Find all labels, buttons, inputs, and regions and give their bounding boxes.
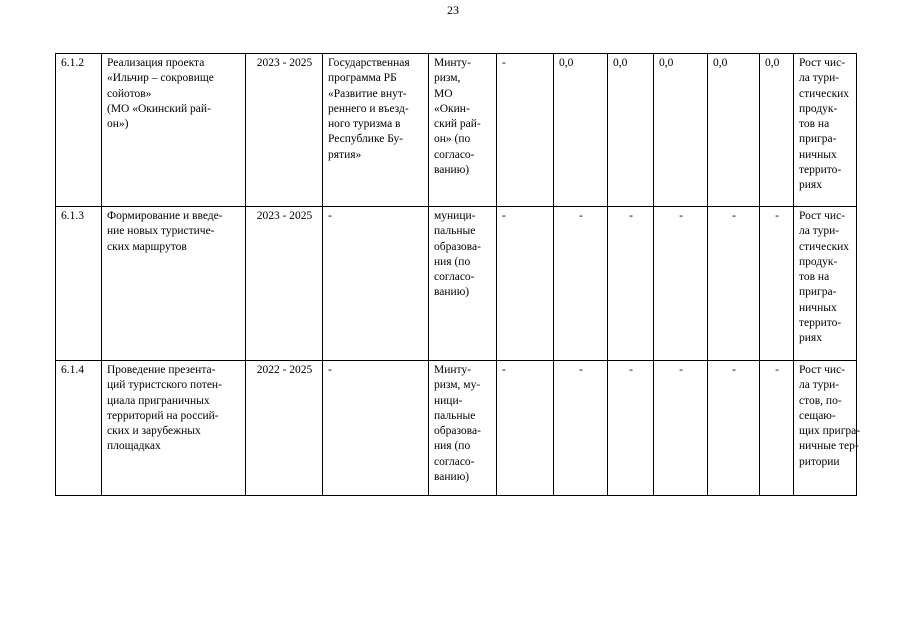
result-line: ничных <box>799 148 837 161</box>
executor-line: согласо- <box>434 455 475 468</box>
cell-program <box>323 207 429 361</box>
measure-years: 2022 - 2025 <box>256 364 313 376</box>
cell-result <box>794 361 861 496</box>
cell-value <box>654 207 708 361</box>
cell-value <box>760 207 794 361</box>
funding-value: - <box>629 210 633 222</box>
cell-value <box>608 207 654 361</box>
cell-number <box>56 54 102 207</box>
funding-value: - <box>679 364 683 376</box>
result-line: Рост чис- <box>799 210 846 222</box>
program-line: Государственная <box>328 57 410 69</box>
cell-name <box>102 361 246 496</box>
cell-value <box>760 54 794 207</box>
cell-years <box>246 361 323 496</box>
result-line: террито- <box>799 317 842 330</box>
cell-value <box>497 54 554 207</box>
cell-number <box>56 361 102 496</box>
funding-value: - <box>579 364 583 376</box>
funding-value: - <box>732 210 736 222</box>
result-line: ритории <box>799 455 840 468</box>
result-line: ла тури- <box>799 379 840 392</box>
result-line: пригра- <box>799 286 837 299</box>
executor-line: Минту- <box>434 57 471 69</box>
cell-value <box>554 207 608 361</box>
result-line: стических <box>799 240 850 253</box>
result-line: террито- <box>799 164 842 177</box>
program-line: реннего и въезд- <box>328 102 409 115</box>
program-line: рятия» <box>328 148 362 161</box>
funding-value: - <box>775 364 779 376</box>
cell-number <box>56 207 102 361</box>
executor-line: он» (по <box>434 133 471 146</box>
cell-executor <box>429 207 497 361</box>
executor-line: пальные <box>434 225 476 238</box>
measure-name-line: Формирование и введе- <box>107 210 223 222</box>
cell-years <box>246 207 323 361</box>
table-row <box>56 207 857 361</box>
executor-line: ния (по <box>434 440 471 453</box>
cell-name <box>102 207 246 361</box>
table-row <box>56 361 857 496</box>
executor-line: ници- <box>434 394 463 407</box>
measure-name-line: ских маршрутов <box>107 240 187 253</box>
funding-value: - <box>502 364 506 376</box>
measure-name-line: территорий на россий- <box>107 409 219 422</box>
measure-years: 2023 - 2025 <box>256 57 313 69</box>
program-line: программа РБ <box>328 72 397 85</box>
measure-name-line: «Ильчир – сокровище <box>107 72 214 85</box>
executor-line: образова- <box>434 240 481 253</box>
funding-value: 0,0 <box>713 57 728 69</box>
executor-line: пальные <box>434 409 476 422</box>
funding-value: 0,0 <box>765 57 780 69</box>
executor-line: ванию) <box>434 164 470 177</box>
cell-value <box>654 54 708 207</box>
cell-value <box>608 361 654 496</box>
executor-line: муници- <box>434 210 476 222</box>
executor-line: ванию) <box>434 286 470 299</box>
cell-program <box>323 361 429 496</box>
cell-value <box>497 207 554 361</box>
result-line: пригра- <box>799 133 837 146</box>
cell-years <box>246 54 323 207</box>
measure-name-line: Реализация проекта <box>107 57 205 69</box>
executor-line: Минту- <box>434 364 471 376</box>
funding-value: - <box>579 210 583 222</box>
result-line: Рост чис- <box>799 57 846 69</box>
executor-line: ния (по <box>434 255 471 268</box>
result-line: Рост чис- <box>799 364 846 376</box>
result-line: продук- <box>799 255 838 268</box>
result-line: тов на <box>799 271 830 284</box>
measure-name-line: ций туристского потен- <box>107 379 222 392</box>
measure-name-line: циала приграничных <box>107 394 210 407</box>
cell-value <box>760 361 794 496</box>
result-line: щих пригра- <box>799 425 861 438</box>
measure-years: 2023 - 2025 <box>256 210 313 222</box>
measure-name-line: площадках <box>107 440 161 453</box>
result-line: стов, по- <box>799 394 842 407</box>
cell-name <box>102 54 246 207</box>
funding-value: 0,0 <box>613 57 628 69</box>
program-line: «Развитие внут- <box>328 87 407 100</box>
result-line: сещаю- <box>799 409 836 422</box>
program-line: ного туризма в <box>328 118 401 131</box>
result-line: ничных <box>799 301 837 314</box>
funding-value: - <box>629 364 633 376</box>
executor-line: ский рай- <box>434 118 481 131</box>
measure-name-line: Проведение презента- <box>107 364 216 376</box>
funding-value: - <box>502 57 506 69</box>
measure-name-line: (МО «Окинский рай- <box>107 102 211 115</box>
result-line: ла тури- <box>799 225 840 238</box>
funding-value: - <box>502 210 506 222</box>
program-line: - <box>328 210 332 222</box>
result-line: ничные тер- <box>799 440 859 453</box>
cell-result <box>794 207 857 361</box>
funding-value: 0,0 <box>659 57 674 69</box>
result-line: ла тури- <box>799 72 840 85</box>
result-line: тов на <box>799 118 830 131</box>
funding-value: - <box>775 210 779 222</box>
cell-result <box>794 54 857 207</box>
measure-number: 6.1.4 <box>61 364 84 376</box>
page-number: 23 <box>447 3 459 17</box>
measure-number: 6.1.3 <box>61 210 84 222</box>
measure-name-line: ских и зарубежных <box>107 425 201 438</box>
measures-table <box>55 53 861 496</box>
funding-value: - <box>679 210 683 222</box>
executor-line: МО <box>434 87 453 100</box>
measure-number: 6.1.2 <box>61 57 84 69</box>
executor-line: ризм, му- <box>434 379 481 392</box>
cell-value <box>708 54 760 207</box>
executor-line: ванию) <box>434 471 470 484</box>
result-line: продук- <box>799 102 838 115</box>
cell-executor <box>429 361 497 496</box>
cell-value <box>554 361 608 496</box>
executor-line: образова- <box>434 425 481 438</box>
cell-value <box>554 54 608 207</box>
executor-line: ризм, <box>434 72 461 85</box>
result-line: риях <box>799 179 822 192</box>
cell-value <box>708 361 760 496</box>
funding-value: - <box>732 364 736 376</box>
cell-program <box>323 54 429 207</box>
table-row <box>56 54 857 207</box>
cell-value <box>608 54 654 207</box>
cell-executor <box>429 54 497 207</box>
executor-line: согласо- <box>434 271 475 284</box>
cell-value <box>708 207 760 361</box>
executor-line: согласо- <box>434 148 475 161</box>
cell-value <box>497 361 554 496</box>
program-line: Республике Бу- <box>328 133 404 146</box>
result-line: стических <box>799 87 850 100</box>
result-line: риях <box>799 332 822 345</box>
measure-name-line: ние новых туристиче- <box>107 225 215 238</box>
table-body <box>56 54 861 496</box>
measure-name-line: сойотов» <box>107 87 152 100</box>
cell-value <box>654 361 708 496</box>
measure-name-line: он») <box>107 118 129 131</box>
program-line: - <box>328 364 332 376</box>
funding-value: 0,0 <box>559 57 574 69</box>
executor-line: «Окин- <box>434 102 470 115</box>
